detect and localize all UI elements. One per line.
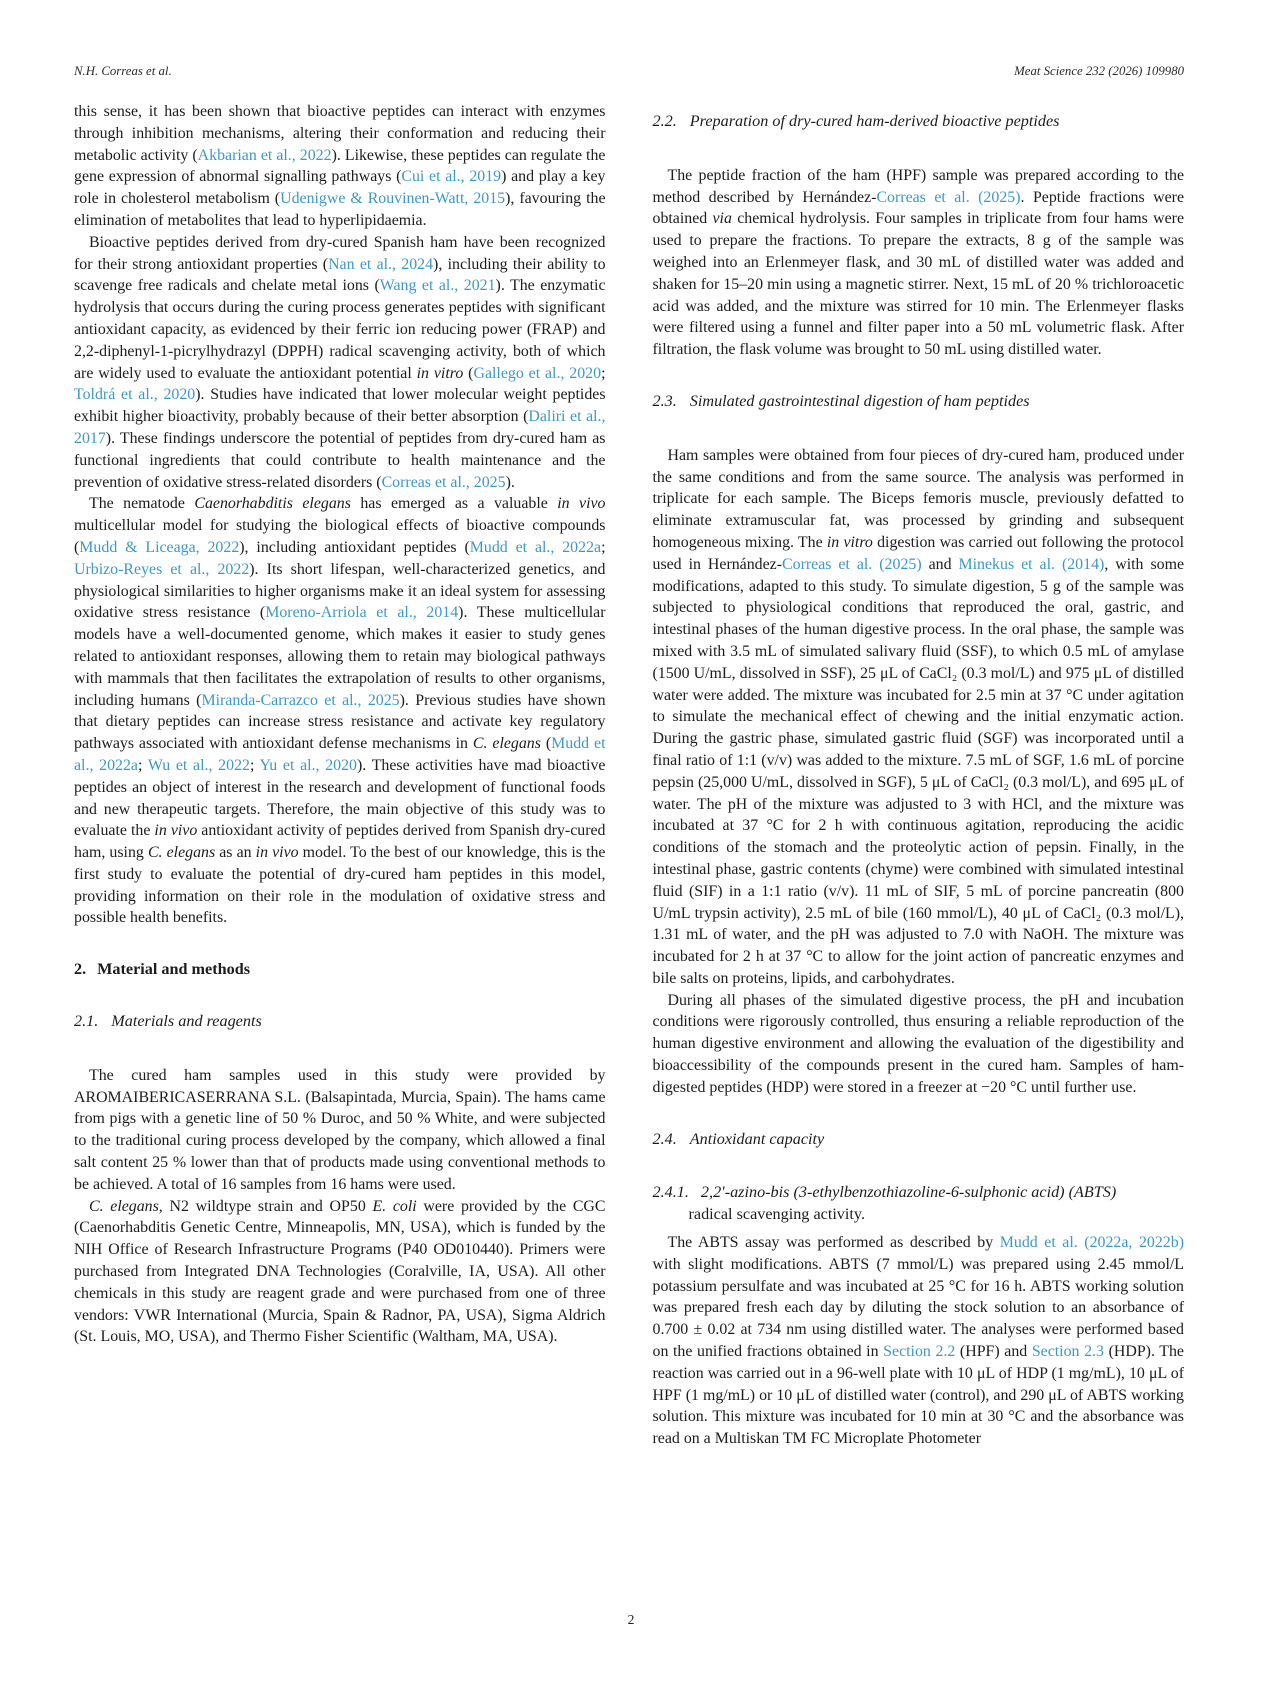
- text-run: model. To the best of our knowledge, this is the first study to evaluate the potential of dry-cured ham peptides in this model, providing information on their role in the modulation of oxidative stress and possible health benefits.: [74, 844, 606, 927]
- text-run: 2,2′-azino-bis (3-ethylbenzothiazoline-6-sulphonic acid) (ABTS): [700, 1183, 1117, 1202]
- text-run: Caenorhabditis elegans: [194, 495, 351, 513]
- text-run: ;: [249, 756, 260, 774]
- citation-link[interactable]: Wang et al., 2021: [379, 277, 496, 295]
- text-run: ), favouring the elimination of metabolites that lead to hyperlipidaemia.: [74, 190, 606, 229]
- citation-link[interactable]: Nan et al., 2024: [328, 255, 434, 273]
- text-run: and: [921, 555, 959, 573]
- citation-link[interactable]: Section 2.3: [1031, 1343, 1104, 1361]
- text-run: ;: [601, 538, 606, 556]
- text-run: in vivo: [557, 495, 606, 513]
- text-run: in vivo: [154, 822, 198, 840]
- citation-link[interactable]: Daliri et al., 2017: [74, 408, 606, 447]
- paragraph: [653, 445, 1185, 990]
- text-run: ). Previous studies have shown that dietary peptides can increase stress resistance and activate key regulatory pathways associated with antioxidant defense mechanisms in: [74, 691, 606, 753]
- text-run: ). These multicellular models have a well-documented genome, which makes it easier to study genes related to antioxidant responses, allowing them to retain may biological pathways with mammals that then facilitates the extrapolation of results to other organisms, including humans (: [74, 604, 606, 709]
- subsection-number: 2.4.: [652, 1129, 677, 1148]
- citation-link[interactable]: Moreno-Arriola et al., 2014: [265, 604, 459, 622]
- text-run: (: [540, 735, 552, 753]
- paragraph: [74, 1196, 606, 1349]
- text-run: C. elegans: [472, 735, 541, 753]
- subsection-heading: [653, 1129, 1185, 1151]
- page-number: 2: [627, 1612, 635, 1627]
- text-run: in vivo: [255, 844, 299, 862]
- two-column-body: [74, 101, 1184, 1450]
- text-run: were provided by the CGC (Caenorhabditis Genetic Centre, Minneapolis, MN, USA), which is funded by the NIH Office of Research Infrastructure Programs (P40 OD010440). Primers were purchased from Integrated DNA Technologies (Coralville, IA, USA). All other chemicals in this study are reagent grade and were purchased from one of three vendors: VWR International (Murcia, Spain & Radnor, PA, USA), Sigma Aldrich (St. Louis, MO, USA), and Thermo Fisher Scientific (Waltham, MA, USA).: [74, 1197, 606, 1346]
- subsubsection-number: 2.4.1.: [652, 1183, 689, 1202]
- section-number: 2.: [74, 960, 87, 979]
- text-run: The nematode: [89, 495, 195, 513]
- text-run: in vitro: [826, 533, 873, 551]
- citation-link[interactable]: Correas et al., 2025: [381, 473, 506, 491]
- text-run: N2 wildtype strain and OP50: [162, 1197, 373, 1215]
- citation-link[interactable]: Wu et al., 2022: [147, 756, 250, 774]
- citation-link[interactable]: Mudd et al., 2022a: [469, 538, 602, 556]
- citation-link[interactable]: Udenigwe & Rouvinen-Watt, 2015: [280, 190, 506, 208]
- text-run: as an: [215, 844, 256, 862]
- subsection-number: 2.3.: [652, 391, 677, 410]
- citation-link[interactable]: Yu et al., 2020: [259, 756, 357, 774]
- text-run: has emerged as a valuable: [350, 495, 558, 513]
- text-run: ), including their ability to scavenge free radicals and chelate metal ions (: [74, 255, 606, 295]
- text-run: with slight modifications. ABTS (7 mmol/L) was prepared using 2.45 mmol/L potassium persulfate and was incubated at 25 °C for 16 h. ABTS working solution was prepared fresh each day by diluting the stock solution to an absorbance of 0.700 ± 0.02 at 734 nm using distilled water. The analyses were performed based on the unified fractions obtained in: [652, 1255, 1184, 1361]
- citation-link[interactable]: Toldrá et al., 2020: [74, 386, 196, 404]
- paragraph: [653, 1232, 1185, 1450]
- paragraph: [74, 493, 606, 929]
- paragraph: [74, 232, 606, 494]
- text-run: ). These findings underscore the potential of peptides from dry-cured ham as functional ingredients that could contribute to health maintenance and the prevention of oxidative stress-related disorders (: [74, 429, 606, 491]
- running-head: [74, 64, 1184, 79]
- subsection-title: Antioxidant capacity: [689, 1129, 825, 1148]
- paragraph: [653, 990, 1185, 1099]
- text-run: During all phases of the simulated digestive process, the pH and incubation conditions were rigorously controlled, thus ensuring a reliable reproduction of the human digestive environment and allowing the evaluation of the digestibility and bioaccessibility of the compounds present in the cured ham. Samples of ham-digested peptides (HDP) were stored in a freezer at −20 °C until further use.: [652, 991, 1184, 1096]
- text-run: ). Likewise, these peptides can regulate the gene expression of abnormal signalling pathways (: [74, 146, 606, 186]
- right-column: [653, 101, 1185, 1450]
- section-title: Material and methods: [97, 960, 251, 979]
- text-run: Ham samples were obtained from four pieces of dry-cured ham, produced under the same conditions and from the same source. The analysis was performed in triplicate for each sample. The Biceps femoris muscle, previously defatted to eliminate extramuscular fat, was processed by grinding and subsequent homogeneous mixing. The: [652, 446, 1184, 551]
- subsection-heading: [74, 1011, 606, 1033]
- subsubsection-heading: [653, 1182, 1185, 1226]
- section-heading: [74, 959, 606, 981]
- citation-link[interactable]: Mudd et al. (2022a, 2022b): [999, 1234, 1184, 1252]
- citation-link[interactable]: Gallego et al., 2020: [473, 364, 602, 382]
- text-run: ;: [601, 364, 606, 382]
- citation-link[interactable]: Cui et al., 2019: [401, 168, 502, 186]
- text-run: ). Studies have indicated that lower molecular weight peptides exhibit higher bioactivity, probably because of their better absorption (: [74, 386, 606, 426]
- citation-link[interactable]: Miranda-Carrazco et al., 2025: [201, 691, 400, 709]
- paragraph: [74, 101, 606, 232]
- paragraph: [653, 165, 1185, 361]
- citation-link[interactable]: Mudd & Liceaga, 2022: [79, 538, 240, 556]
- subsection-number: 2.1.: [74, 1012, 99, 1031]
- text-run: (: [463, 364, 474, 382]
- text-run: via: [712, 210, 732, 228]
- text-run: this sense, it has been shown that bioactive peptides can interact with enzymes through inhibition mechanisms, altering their conformation and reducing their metabolic activity (: [74, 103, 606, 164]
- text-run: multicellular model for studying the biological effects of bioactive compounds (: [74, 517, 606, 556]
- text-run: ;: [137, 756, 148, 774]
- text-run: Bioactive peptides derived from dry-cured Spanish ham have been recognized for their strong antioxidant properties (: [74, 233, 606, 273]
- running-head-author: N.H. Correas et al.: [74, 64, 172, 78]
- text-run: , with some modifications, adapted to this study. To simulate digestion, 5 g of the sample was subjected to physiological conditions that reproduced the oral, gastric, and intestinal phases of the human digestive process. In the oral phase, the sample was mixed with 3.5 mL of simulated salivary fluid (SSF), to which 0.5 mL of amylase (1500 U/mL, dissolved in SSF), 25 μL of CaCl₂ (0.3 mol/L) and 975 μL of distilled water were added. The mixture was incubated for 2.5 min at 37 °C under agitation to simulate the mechanical effect of chewing and the initial enzymatic action. During the gastric phase, simulated gastric fluid (SGF) was incorporated until a final ratio of 1:1 (v/v) was added to the mixture. 7.5 mL of SGF, 1.6 mL of porcine pepsin (25,000 U/mL, dissolved in SGF), 5 μL of CaCl₂ (0.3 mol/L), and 695 μL of water. The pH of the mixture was adjusted to 3 with HCl, and the mixture was incubated at 37 °C for 2 h with continuous agitation, reproducing the acidic conditions of the stomach and the proteolytic action of pepsin. Finally, in the intestinal phase, gastric contents (chyme) were combined with simulated intestinal fluid (SIF) in a 1:1 ratio (v/v). 11 mL of SIF, 5 mL of porcine pancreatin (800 U/mL trypsin activity), 2.5 mL of bile (160 mmol/L), 40 μL of CaCl₂ (0.3 mol/L), 1.31 mL of water, and the pH was adjusted to 7.0 with NaOH. The mixture was incubated for 2 h at 37 °C to allow for the joint action of pancreatic enzymes and bile salts on proteins, lipids, and carbohydrates.: [652, 555, 1185, 987]
- text-run: The ABTS assay was performed as described by: [667, 1234, 1000, 1252]
- text-run: ).: [505, 473, 515, 491]
- text-run: (HPF) and: [955, 1343, 1032, 1361]
- citation-link[interactable]: Minekus et al. (2014): [958, 555, 1105, 573]
- text-run: ). These activities have mad bioactive peptides an object of interest in the research and development of functional foods and new therapeutic targets. Therefore, the main objective of this study was to evaluate the: [74, 756, 606, 840]
- text-run: (HDP). The reaction was carried out in a 96-well plate with 10 μL of HDP (1 mg/mL), 10 μL of HPF (1 mg/mL) or 10 μL of distilled water (control), and 290 μL of ABTS working solution. This mixture was incubated for 10 min at 30 °C and the absorbance was read on a Multiskan TM FC Microplate Photometer: [652, 1343, 1184, 1448]
- subsection-title: Simulated gastrointestinal digestion of ham peptides: [689, 391, 1030, 410]
- paragraph: [74, 1065, 606, 1196]
- text-run: C. elegans: [147, 844, 216, 862]
- citation-link[interactable]: Correas et al. (2025): [782, 555, 922, 573]
- left-column: [74, 101, 606, 1450]
- text-run: E. coli: [372, 1197, 417, 1215]
- citation-link[interactable]: Section 2.2: [883, 1343, 956, 1361]
- citation-link[interactable]: Akbarian et al., 2022: [197, 146, 332, 164]
- text-run: antioxidant activity of peptides derived from Spanish dry-cured ham, using: [74, 822, 606, 862]
- text-run: chemical hydrolysis. Four samples in triplicate from four hams were used to prepare the fractions. To prepare the extracts, 8 g of the sample was weighed into an Erlenmeyer flask, and 30 mL of distilled water was added and shaken for 15–20 min using a magnetic stirrer. Next, 15 mL of 20 % trichloroacetic acid was added, and the mixture was stirred for 10 min. The Erlenmeyer flasks were filtered using a funnel and filter paper into a 50 mL volumetric flask. After filtration, the flask volume was brought to 50 mL using distilled water.: [652, 210, 1184, 359]
- subsection-number: 2.2.: [652, 112, 677, 130]
- subsection-title: Materials and reagents: [111, 1012, 262, 1031]
- running-head-journal: Meat Science 232 (2026) 109980: [1014, 64, 1184, 78]
- text-run: ). The enzymatic hydrolysis that occurs during the curing process generates peptides with significant antioxidant capacity, as evidenced by their ferric ion reducing power (FRAP) and 2,2-diphenyl-1-picrylhydrazyl (DPPH) radical scavenging activity, both of which are widely used to evaluate the antioxidant potential: [74, 277, 606, 382]
- text-run: . Peptide fractions were obtained: [652, 188, 1185, 228]
- citation-link[interactable]: Urbizo-Reyes et al., 2022: [74, 560, 250, 578]
- subsection-title: Preparation of dry-cured ham-derived bioactive peptides: [689, 112, 1060, 130]
- text-run: digestion was carried out following the protocol used in Hernández-: [652, 533, 1184, 573]
- text-run: ). Its short lifespan, well-characterized genetics, and physiological similarities to higher organisms make it an ideal system for assessing oxidative stress resistance (: [74, 560, 606, 622]
- text-run: in vitro: [416, 364, 464, 382]
- text-run: The peptide fraction of the ham (HPF) sample was prepared according to the method described by Hernández-: [652, 166, 1184, 206]
- subsection-heading: [653, 391, 1185, 413]
- citation-link[interactable]: Mudd et al., 2022a: [74, 735, 606, 774]
- text-run: The cured ham samples used in this study were provided by AROMAIBERICASERRANA S.L. (Balsapintada, Murcia, Spain). The hams came from pigs with a genetic line of 50 % Duroc, and 50 % White, and were subjected to the traditional curing process developed by the company, which allowed a final salt content 25 % lower than that of products made using conventional methods to be achieved. A total of 16 samples from 16 hams were used.: [74, 1066, 606, 1193]
- subsection-heading: [653, 111, 1185, 133]
- text-run: ) and play a key role in cholesterol metabolism (: [74, 168, 606, 208]
- text-run: radical scavenging activity.: [688, 1205, 865, 1224]
- text-run: C. elegans,: [89, 1197, 163, 1215]
- citation-link[interactable]: Correas et al. (2025): [876, 188, 1021, 206]
- text-run: ), including antioxidant peptides (: [239, 538, 470, 556]
